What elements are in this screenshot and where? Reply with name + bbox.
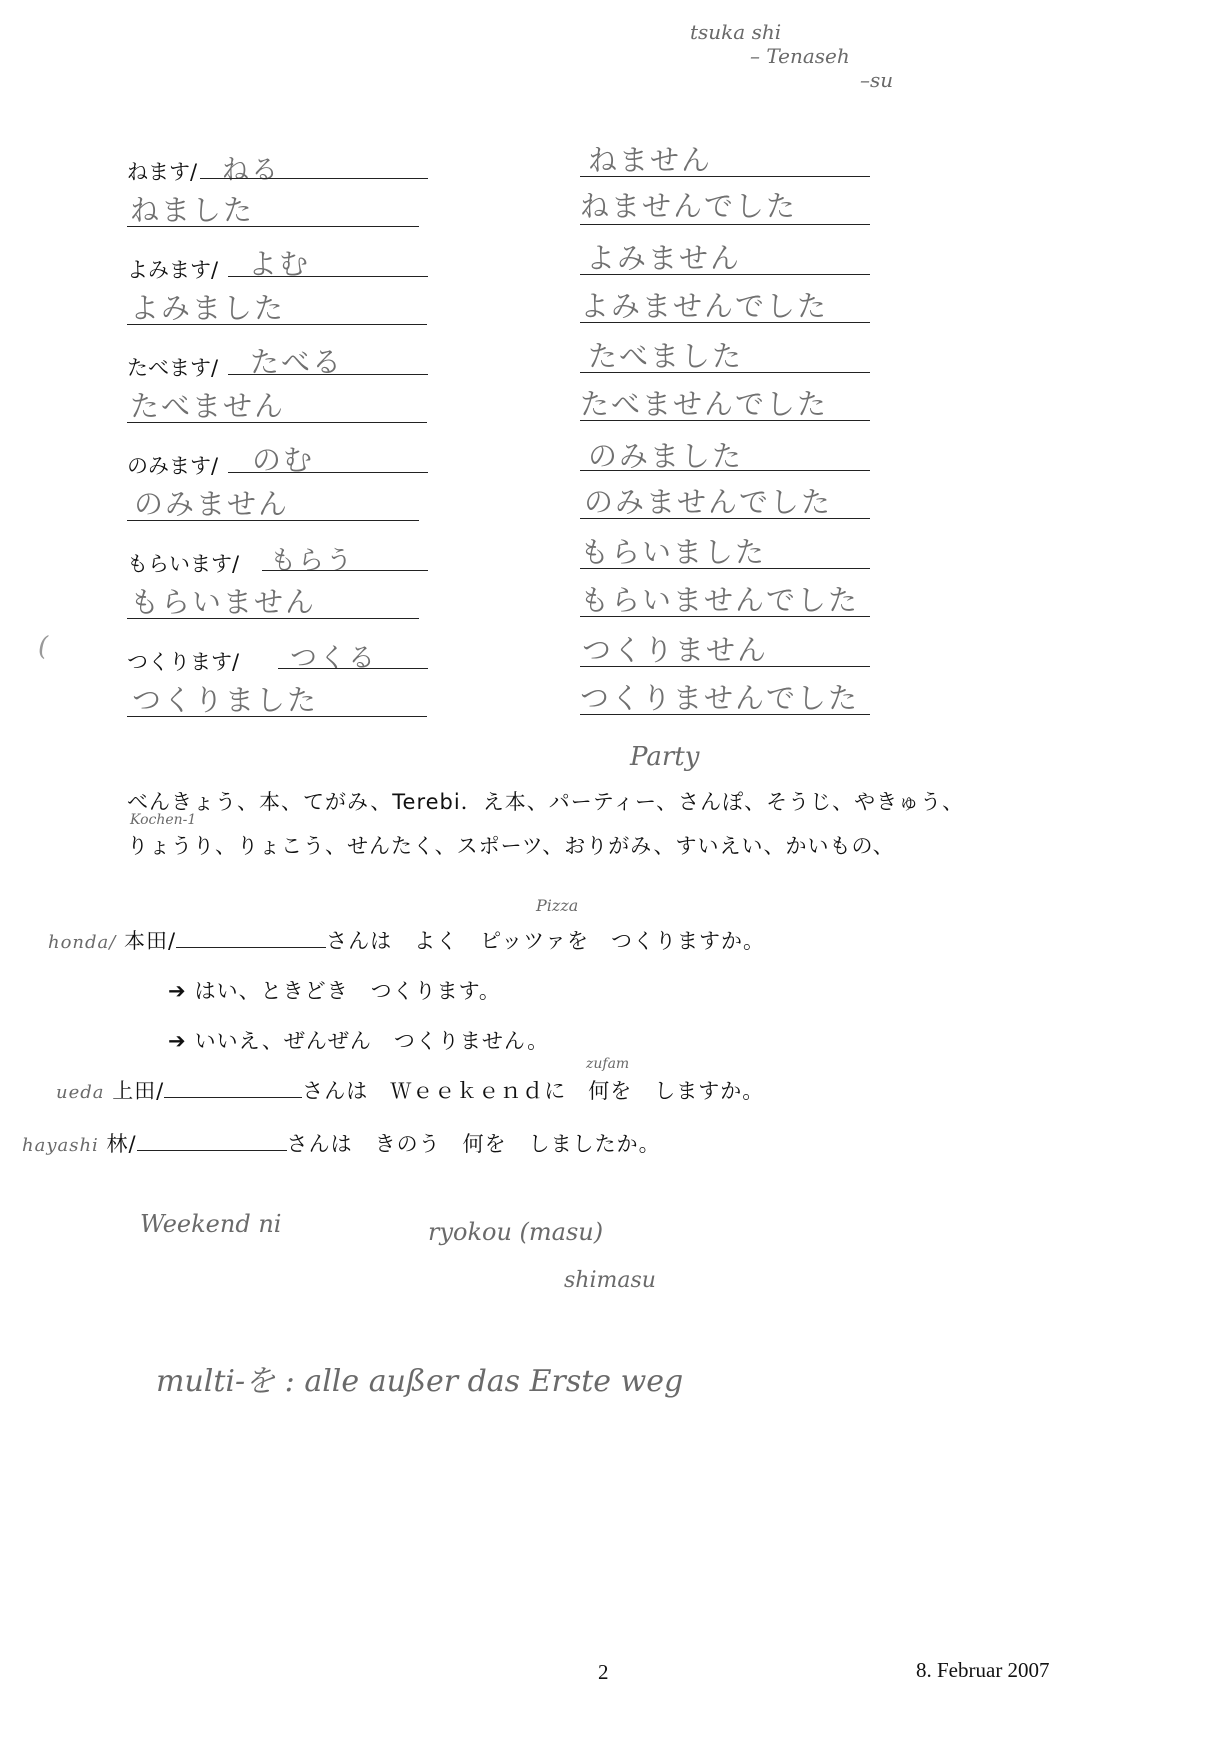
answer-line xyxy=(580,274,870,275)
answer-line xyxy=(580,470,870,471)
top-note-line: tsuka shi xyxy=(690,20,782,44)
answer-past: よみました xyxy=(130,291,286,325)
answer-line xyxy=(580,518,870,519)
answer-no: ➔ いいえ、ぜんぜん つくりません。 xyxy=(168,1029,550,1053)
dictionary-form: よむ xyxy=(248,247,311,281)
margin-name: hayashi xyxy=(22,1135,99,1156)
page-number: 2 xyxy=(598,1660,609,1684)
verb-prompt: もらいます/ xyxy=(127,552,240,576)
top-note xyxy=(690,20,893,92)
handwritten-note: multi-を : alle außer das Erste weg xyxy=(156,1364,684,1399)
answer-negative: つくりません xyxy=(582,633,769,667)
answer-line xyxy=(200,178,428,179)
answer-negative-past: つくりませんでした xyxy=(580,681,860,715)
question-name: 林/ xyxy=(106,1132,137,1156)
answer-line xyxy=(580,322,870,323)
answer-line xyxy=(127,324,427,325)
answer-negative-past: よみませんでした xyxy=(580,289,829,323)
answer-line xyxy=(127,422,427,423)
answer-line xyxy=(127,520,419,521)
answer-line xyxy=(278,668,428,669)
arrow-right-icon: ➔ xyxy=(168,979,187,1003)
verb-prompt: のみます/ xyxy=(127,454,219,478)
answer-line xyxy=(127,716,427,717)
dictionary-form: ねる xyxy=(222,155,280,186)
answer-negative-past: のみませんでした xyxy=(584,485,833,519)
margin-name: honda/ xyxy=(48,932,117,953)
answer-negative-past: たべませんでした xyxy=(580,387,829,421)
verb-prompt: つくります/ xyxy=(127,650,240,674)
answer-negative: ねません xyxy=(588,143,713,177)
question-3 xyxy=(22,1128,661,1158)
answer-line xyxy=(127,618,419,619)
question-text: さんは よく ピッツァを つくりますか。 xyxy=(326,929,766,953)
answer-blank xyxy=(164,1079,302,1098)
answer-line xyxy=(580,224,870,225)
question-name: 本田/ xyxy=(124,929,177,953)
answer-line xyxy=(580,176,870,177)
answer-past: つくりました xyxy=(132,683,319,717)
dictionary-form: もらう xyxy=(270,546,355,576)
dictionary-form: つくる xyxy=(290,643,377,674)
dictionary-form: たべる xyxy=(250,345,344,379)
handwritten-note: ryokou (masu) xyxy=(428,1218,604,1246)
answer-past: たべました xyxy=(588,339,744,373)
answer-past: のみました xyxy=(588,439,744,473)
margin-mark: ( xyxy=(38,632,49,662)
question-1 xyxy=(48,925,765,955)
top-note-line: –su xyxy=(860,68,894,92)
handwritten-note: shimasu xyxy=(564,1268,656,1293)
verb-prompt: よみます/ xyxy=(127,258,219,282)
answer-line xyxy=(580,666,870,667)
margin-name: ueda xyxy=(56,1082,105,1103)
answer-line xyxy=(580,568,870,569)
answer-line xyxy=(228,472,428,473)
answer-negative-past: ねませんでした xyxy=(580,189,798,223)
answer-past: もらいました xyxy=(580,535,767,569)
dictionary-form: のむ xyxy=(252,443,315,477)
answer-line xyxy=(127,226,419,227)
answer-line xyxy=(580,616,870,617)
answer-yes: ➔ はい、ときどき つくります。 xyxy=(168,979,501,1003)
question-name: 上田/ xyxy=(112,1079,165,1103)
verb-prompt: ねます/ xyxy=(127,160,198,184)
answer-blank xyxy=(137,1132,287,1151)
arrow-right-icon: ➔ xyxy=(168,1029,187,1053)
question-text: さんは Ｗｅｅｋｅｎｄに 何を しますか。 xyxy=(302,1079,765,1103)
answer-blank xyxy=(176,929,326,948)
answer-negative: よみません xyxy=(586,241,742,275)
answer-negative: たべません xyxy=(130,389,286,423)
top-note-line: – Tenaseh xyxy=(750,44,850,68)
verb-prompt: たべます/ xyxy=(127,356,219,380)
answer-negative: もらいません xyxy=(130,585,317,619)
answer-line xyxy=(228,276,428,277)
answer-line xyxy=(580,372,870,373)
note-party: Party xyxy=(630,742,700,772)
answer-line xyxy=(262,570,428,571)
handwritten-note: Weekend ni xyxy=(140,1210,282,1238)
answer-negative-past: もらいませんでした xyxy=(580,583,860,617)
answer-line xyxy=(580,714,870,715)
footer-date: 8. Februar 2007 xyxy=(916,1658,1050,1682)
question-2 xyxy=(56,1075,764,1105)
answer-line xyxy=(580,420,870,421)
vocab-line: べんきょう、本、てがみ、Terebi．え本、パーティー、さんぽ、そうじ、やきゅう、 xyxy=(127,790,965,814)
note-pizza: Pizza xyxy=(536,896,579,915)
answer-past: ねました xyxy=(130,193,255,227)
answer-line xyxy=(228,374,428,375)
answer-negative: のみません xyxy=(134,487,290,521)
question-text: さんは きのう 何を しましたか。 xyxy=(286,1132,661,1156)
note-zufam: zufam xyxy=(586,1056,630,1072)
note-kochen: Kochen-1 xyxy=(130,812,197,828)
vocab-line: りょうり、りょこう、せんたく、スポーツ、おりがみ、すいえい、かいもの、 xyxy=(127,834,895,858)
